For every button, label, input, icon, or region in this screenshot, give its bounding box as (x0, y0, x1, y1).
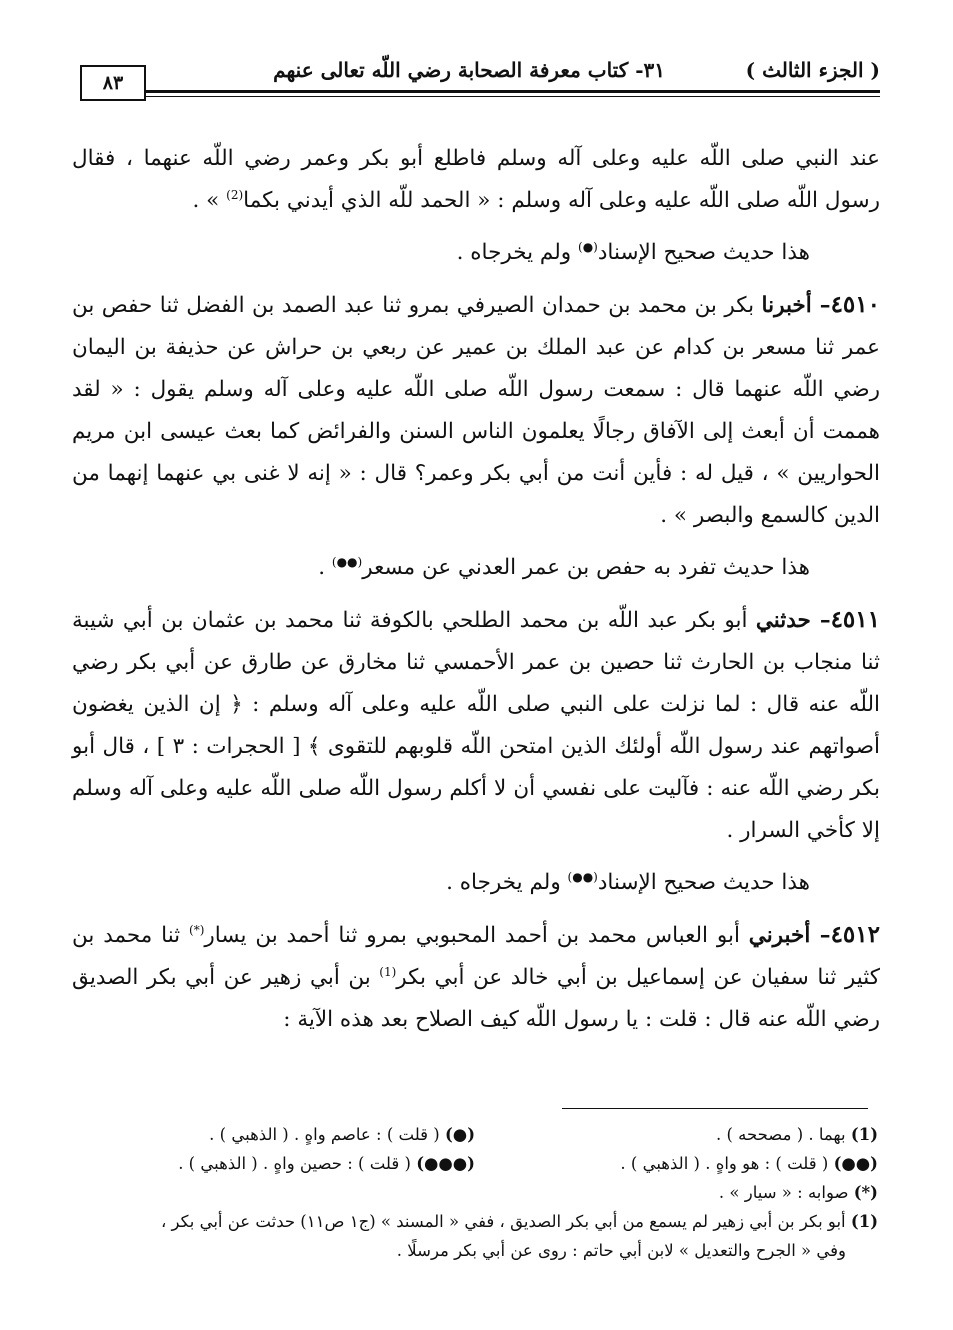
hadith-keyword: أخبرنا (761, 293, 812, 318)
footnote-ref: (●) (578, 239, 598, 254)
hadith-4510: ٤٥١٠– أخبرنا بكر بن محمد بن حمدان الصيرفي بمرو ثنا عبد الصمد بن الفضل ثنا حفص بن عمر ثنا مسعر بن كدام عن عبد الملك بن عمير عن ربعي بن حراش عن حذيفة بن اليمان رضي اللّه عنهما قال : سمعت رسول اللّه صلى اللّه عليه وعلى آله وسلم يقول : « لقد هممت أن أبعث إلى الآفاق رجالًا يعلمون الناس السنن والفرائض كما بعث عيسى ابن مريم الحواريين » ، قيل له : فأين أنت من أبي بكر وعمر؟ قال : « إنه لا غنى بي عنهما إنهما من الدين كالسمع والبصر » . (72, 291, 880, 528)
page-header (70, 52, 880, 102)
footnote: (●●) ( قلت ) : هو واهٍ . ( الذهبي ) . (620, 1154, 878, 1173)
verdict-line: هذا حديث صحيح الإسناد(●●) ولم يخرجاه . (446, 869, 810, 895)
footnote-ref: (●●) (567, 869, 598, 884)
footnote: (1) بهما . ( مصححه ) . (715, 1125, 878, 1144)
footnote-ref: (1) (379, 964, 397, 979)
verdict-line: هذا حديث تفرد به حفص بن عمر العدني عن مسعر(●●) . (318, 554, 810, 580)
footnote-row (72, 1120, 878, 1149)
main-text (72, 138, 880, 1041)
footnote: (*) صوابه : « سيار » . (718, 1183, 878, 1202)
footnotes (72, 1120, 878, 1265)
hadith-keyword: أخبرني (748, 923, 811, 948)
footnote-ref: (2) (226, 187, 244, 202)
volume-label: ( الجزء الثالث ) (745, 58, 880, 82)
hadith-keyword: حدثني (755, 608, 811, 633)
verdict-line: هذا حديث صحيح الإسناد(●) ولم يخرجاه . (456, 239, 810, 265)
footnote: (1) أبو بكر بن أبي زهير لم يسمع من أبي بكر الصديق ، ففي « المسند » (ج١ ص١١) حدثت عن أبي بكر ، (160, 1212, 878, 1231)
header-rule-thin (144, 96, 880, 97)
footnote-ref: (●●) (331, 554, 363, 569)
footnote: (●) ( قلت ) : عاصم واهٍ . ( الذهبي ) . (209, 1125, 475, 1144)
paragraph-continuation: عند النبي صلى اللّه عليه وعلى آله وسلم فاطلع أبو بكر وعمر رضي اللّه عنهما ، فقال رسول اللّه صلى اللّه عليه وعلى آله وسلم : « الحمد للّه الذي أيدني بكما$^{(2)}$ » . (72, 146, 880, 213)
page-number: ٨٣ (80, 65, 146, 101)
header-rule (144, 90, 880, 93)
hadith-text: بكر بن محمد بن حمدان الصيرفي بمرو ثنا عبد الصمد بن الفضل ثنا حفص بن عمر ثنا مسعر بن كدام عن عبد الملك بن عمير عن ربعي بن حراش عن حذيفة بن اليمان رضي اللّه عنهما قال : سمعت رسول اللّه صلى اللّه عليه وعلى آله وسلم يقول : « لقد هممت أن أبعث إلى الآفاق رجالًا يعلمون الناس السنن والفرائض كما بعث عيسى ابن مريم الحواريين » ، قيل له : فأين أنت من أبي بكر وعمر؟ قال : « إنه لا غنى بي عنهما إنهما من الدين كالسمع والبصر » . (72, 293, 880, 528)
footnote: (●●●) ( قلت ) : حصين واهٍ . ( الذهبي ) . (178, 1154, 475, 1173)
hadith-4512: ٤٥١٢– أخبرني أبو العباس محمد بن أحمد المحبوبي بمرو ثنا أحمد بن يسار(*) ثنا محمد بن كثير ثنا سفيان عن إسماعيل بن أبي خالد عن أبي بكر$^{(1)}$ بن أبي زهير عن أبي بكر الصديق رضي اللّه عنه قال : قلت : يا رسول اللّه كيف الصلاح بعد هذه الآية : (72, 921, 880, 1032)
footnote-continuation: وفي « الجرح والتعديل » لابن أبي حاتم : روى عن أبي بكر مرسلًا . (396, 1241, 846, 1260)
hadith-number: ٤٥١٠ (830, 291, 880, 318)
hadith-4511: ٤٥١١– حدثني أبو بكر عبد اللّه بن محمد الطلحي بالكوفة ثنا محمد بن عثمان بن أبي شيبة ثنا منجاب بن الحارث ثنا حصين بن عمر الأحمسي ثنا مخارق عن طارق عن أبي بكر رضي اللّه عنه قال : لما نزلت على النبي صلى اللّه عليه وعلى آله وسلم : ﴿ إن الذين يغضون أصواتهم عند رسول اللّه أولئك الذين امتحن اللّه قلوبهم للتقوى ﴾ [ الحجرات : ٣ ] ، قال أبو بكر رضي اللّه عنه : فآليت على نفسي أن لا أكلم رسول اللّه صلى اللّه عليه وعلى آله وسلم إلا كأخي السرار . (72, 606, 880, 843)
chapter-title: ٣١- كتاب معرفة الصحابة رضي اللّه تعالى عنهم (273, 58, 665, 82)
footnote-row (72, 1149, 878, 1178)
hadith-text: أبو بكر عبد اللّه بن محمد الطلحي بالكوفة ثنا محمد بن عثمان بن أبي شيبة ثنا منجاب بن الحارث ثنا حصين بن عمر الأحمسي ثنا مخارق عن طارق عن أبي بكر رضي اللّه عنه قال : لما نزلت على النبي صلى اللّه عليه وعلى آله وسلم : ﴿ إن الذين يغضون أصواتهم عند رسول اللّه أولئك الذين امتحن اللّه قلوبهم للتقوى ﴾ [ الحجرات : ٣ ] ، قال أبو بكر رضي اللّه عنه : فآليت على نفسي أن لا أكلم رسول اللّه صلى اللّه عليه وعلى آله وسلم إلا كأخي السرار . (72, 608, 880, 843)
hadith-number: ٤٥١٢ (830, 921, 880, 948)
footnote-ref: (*) (189, 922, 205, 937)
hadith-number: ٤٥١١ (830, 606, 880, 633)
footnote-separator (562, 1108, 868, 1109)
